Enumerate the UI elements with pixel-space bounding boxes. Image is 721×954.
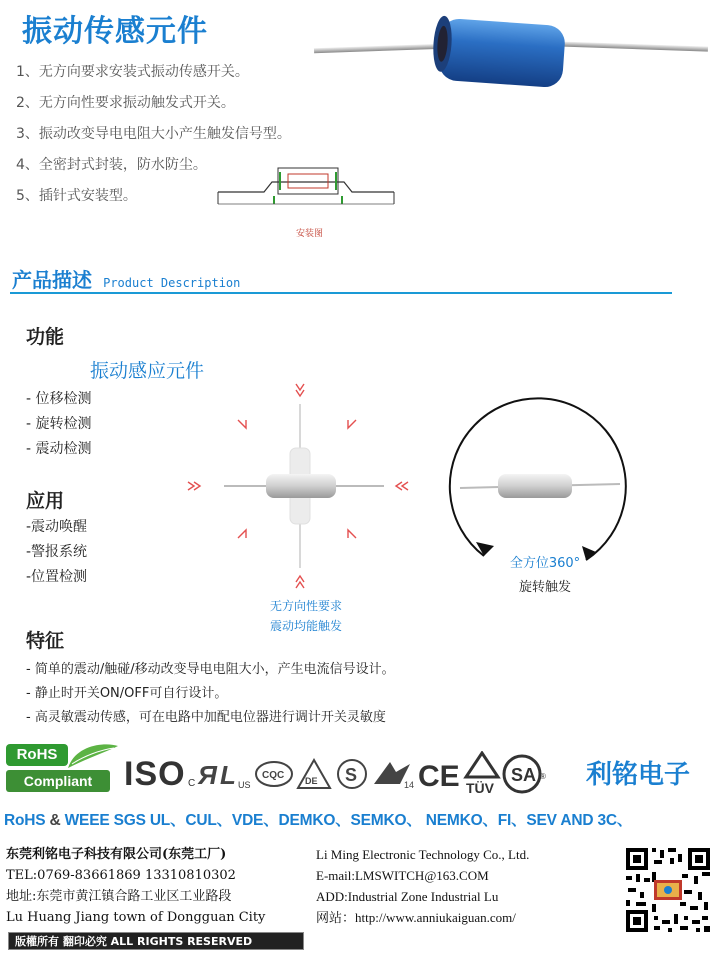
- electrical-safety-icon: [370, 754, 418, 794]
- qr-code: [624, 846, 712, 934]
- application-item: -震动唤醒: [26, 519, 88, 535]
- banner-rohs: RoHS: [4, 812, 50, 829]
- svg-text:DE: DE: [304, 776, 318, 786]
- installation-caption: 安装图: [296, 229, 324, 239]
- company-email: E-mail:LMSWITCH@163.COM: [316, 868, 489, 883]
- installation-drawing: [216, 160, 396, 220]
- company-address-cn: 地址:东莞市黄江镇合路工业区工业路段: [6, 889, 232, 904]
- omnidirectional-diagram: [180, 376, 420, 596]
- company-tel: TEL:0769-83661869 13310810302: [6, 868, 236, 883]
- svg-text:SA: SA: [510, 765, 536, 785]
- svg-text:14: 14: [403, 780, 414, 790]
- brand-name: 利铭电子: [586, 760, 691, 790]
- ce-icon: [418, 754, 462, 794]
- omnidirectional-caption: [248, 596, 364, 636]
- spec-item: - 简单的震动/触碰/移动改变导电电阻大小，产生电流信号设计。: [26, 662, 395, 677]
- tuv-icon: [462, 751, 502, 797]
- rohs-badge: [4, 740, 122, 798]
- svg-text:US: US: [237, 780, 251, 790]
- iso-mark: ISO: [124, 754, 186, 793]
- svg-text:CE: CE: [417, 760, 460, 793]
- application-item: -警报系统: [26, 544, 88, 560]
- feature-item: 4、全密封式封装，防水防尘。: [16, 157, 207, 173]
- csa-icon: [502, 751, 548, 797]
- banner-certs: WEEE SGS UL、CUL、VDE、DEMKO、SEMKO、 NEMKO、FI、SEV AND 3C、: [60, 812, 633, 829]
- rotation-diagram: [440, 396, 640, 576]
- ul-c-us-icon: [188, 754, 254, 794]
- rotation-caption-line: 旋转触发: [518, 580, 571, 595]
- certification-logos: [124, 746, 548, 802]
- certification-banner: [4, 808, 632, 830]
- application-title: 应用: [26, 490, 65, 512]
- company-address-en-cont: Lu Huang Jiang town of Dongguan City: [6, 910, 266, 925]
- company-website: 网站：http://www.anniukaiguan.com/: [316, 910, 516, 925]
- feature-item: 5、插针式安装型。: [16, 188, 137, 204]
- specs-title: 特征: [26, 630, 65, 652]
- svg-text:®: ®: [539, 772, 546, 781]
- section-title-cn: 产品描述: [12, 268, 92, 292]
- application-list: [26, 516, 87, 591]
- rotation-caption: [490, 552, 600, 600]
- product-photo: [312, 8, 712, 98]
- svg-text:Я: Я: [197, 760, 217, 790]
- rights-bar: 版權所有 翻印必究 ALL RIGHTS RESERVED: [8, 932, 304, 950]
- specs-list: [26, 658, 395, 730]
- leaf-icon: [66, 740, 120, 770]
- compliant-label: Compliant: [6, 770, 110, 792]
- spec-item: - 高灵敏震动传感，可在电路中加配电位器进行调计开关灵敏度: [26, 710, 386, 725]
- svg-text:L: L: [219, 760, 236, 790]
- application-item: -位置检测: [26, 569, 88, 585]
- omni-caption-line: 无方向性要求: [269, 599, 342, 613]
- function-list: [26, 388, 92, 463]
- company-address-en: ADD:Industrial Zone Industrial Lu: [316, 889, 499, 904]
- svg-text:TÜV: TÜV: [465, 780, 494, 796]
- rotation-caption-line: 全方位360°: [509, 556, 581, 571]
- function-item: - 位移检测: [26, 391, 92, 407]
- function-item: - 旋转检测: [26, 416, 92, 432]
- svg-text:C: C: [187, 778, 195, 789]
- feature-item: 1、无方向要求安装式振动传感开关。: [16, 64, 249, 80]
- semko-icon: [334, 754, 370, 794]
- svg-text:CQC: CQC: [261, 770, 284, 781]
- svg-text:S: S: [344, 765, 357, 785]
- spec-item: - 静止时开关ON/OFF可自行设计。: [26, 686, 228, 701]
- company-info-right: [316, 844, 529, 928]
- omni-caption-line: 震动均能触发: [269, 619, 342, 633]
- company-name-cn: 东莞利铭电子科技有限公司(东莞工厂): [6, 847, 227, 862]
- vde-icon: [294, 754, 334, 794]
- page-title: 振动传感元件: [22, 14, 208, 49]
- function-title: 功能: [26, 326, 65, 348]
- company-info-left: [6, 844, 265, 928]
- section-title-en: Product Description: [103, 276, 241, 290]
- company-name-en: Li Ming Electronic Technology Co., Ltd.: [316, 847, 530, 862]
- section-divider: [10, 292, 672, 294]
- feature-item: 3、振动改变导电电阻大小产生触发信号型。: [16, 126, 291, 142]
- section-heading: [12, 264, 240, 293]
- rohs-label: RoHS: [6, 744, 68, 766]
- feature-item: 2、无方向性要求振动触发式开关。: [16, 95, 235, 111]
- banner-ampersand: &: [49, 812, 61, 829]
- cqc-icon: [254, 754, 294, 794]
- function-item: - 震动检测: [26, 441, 92, 457]
- sensor-title: 振动感应元件: [90, 360, 205, 382]
